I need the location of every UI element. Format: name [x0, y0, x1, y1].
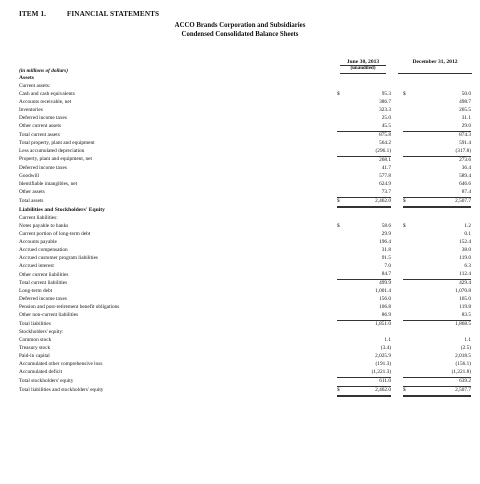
- value-dec-2012: (317.8): [455, 147, 471, 154]
- row-label: Total liabilities and stockholders' equity: [19, 387, 104, 394]
- value-june-2013: 875.8: [345, 131, 391, 139]
- column-spacer: [391, 386, 403, 395]
- value-june-2013: (296.1): [375, 147, 391, 154]
- currency-symbol: [337, 189, 345, 197]
- currency-symbol: [403, 148, 411, 156]
- value-june-2013: 577.8: [379, 172, 391, 179]
- value-dec-2012: 591.4: [459, 139, 471, 146]
- table-row: [19, 189, 471, 197]
- currency-symbol: [403, 377, 411, 386]
- value-dec-2012: 1,868.5: [411, 321, 471, 329]
- currency-symbol: [337, 156, 345, 164]
- table-row: [19, 131, 471, 139]
- currency-symbol: [337, 296, 345, 304]
- value-dec-2012: 589.4: [459, 172, 471, 179]
- row-label: Other non-current liabilities: [19, 312, 79, 319]
- value-dec-2012: 38.0: [461, 247, 471, 254]
- row-label: Deferred income taxes: [19, 164, 67, 171]
- table-row: [19, 353, 471, 361]
- value-dec-2012: 498.7: [459, 98, 471, 105]
- currency-symbol: [403, 165, 411, 173]
- balance-sheet-table: [19, 75, 471, 397]
- currency-symbol: $: [337, 386, 345, 395]
- table-row: [19, 271, 471, 279]
- column-spacer: [391, 173, 403, 181]
- company-name: ACCO Brands Corporation and Subsidiaries: [174, 22, 306, 29]
- table-row: [19, 197, 471, 206]
- row-label: Other current liabilities: [19, 271, 69, 278]
- column-spacer: [391, 329, 403, 337]
- item-heading: [19, 10, 159, 18]
- currency-symbol: [403, 173, 411, 181]
- currency-symbol: $: [403, 197, 411, 206]
- value-june-2013: [345, 75, 391, 83]
- value-dec-2012: 2,018.5: [455, 352, 471, 359]
- table-row: [19, 280, 471, 288]
- value-dec-2012: 83.5: [461, 312, 471, 319]
- value-dec-2012: 2,507.7: [411, 197, 471, 206]
- row-label: Deferred income taxes: [19, 114, 67, 121]
- column-header-rule: [340, 73, 386, 74]
- column-spacer: [391, 123, 403, 131]
- value-dec-2012: 152.4: [459, 239, 471, 246]
- currency-symbol: [337, 312, 345, 320]
- value-june-2013: 84.7: [381, 271, 391, 278]
- row-label: Current liabilities:: [19, 215, 58, 222]
- column-spacer: [391, 91, 403, 99]
- row-label: Total current liabilities: [19, 279, 68, 286]
- column-spacer: [391, 271, 403, 279]
- item-number: ITEM 1.: [19, 10, 47, 18]
- column-spacer: [391, 239, 403, 247]
- row-label: Treasury stock: [19, 344, 51, 351]
- currency-symbol: [337, 75, 345, 83]
- value-dec-2012: 646.6: [459, 180, 471, 187]
- row-label: Less accumulated depreciation: [19, 147, 85, 154]
- column-spacer: [391, 353, 403, 361]
- currency-symbol: [403, 312, 411, 320]
- column-header-unaudited: (unaudited): [350, 66, 376, 71]
- value-june-2013: 106.8: [379, 304, 391, 311]
- currency-symbol: [337, 271, 345, 279]
- value-june-2013: 1,851.0: [345, 321, 391, 329]
- currency-symbol: [337, 148, 345, 156]
- currency-symbol: [403, 123, 411, 131]
- value-dec-2012: 29.0: [461, 122, 471, 129]
- row-label: Long-term debt: [19, 288, 53, 295]
- currency-symbol: [337, 304, 345, 312]
- table-row: [19, 75, 471, 83]
- value-june-2013: 624.9: [379, 180, 391, 187]
- value-june-2013: [345, 207, 391, 216]
- value-june-2013: 91.5: [381, 255, 391, 262]
- row-label: Paid-in capital: [19, 352, 50, 359]
- table-row: [19, 207, 471, 216]
- row-label: Property, plant and equipment, net: [19, 156, 92, 163]
- row-label: Current assets:: [19, 82, 51, 89]
- column-spacer: [391, 231, 403, 239]
- value-dec-2012: 1,070.8: [455, 288, 471, 295]
- table-row: [19, 288, 471, 296]
- row-label: Accounts payable: [19, 239, 57, 246]
- currency-symbol: [403, 329, 411, 337]
- value-june-2013: 2,462.0: [345, 386, 391, 395]
- value-dec-2012: (156.1): [455, 360, 471, 367]
- table-row: [19, 312, 471, 320]
- currency-symbol: [337, 369, 345, 377]
- table-row: [19, 386, 471, 395]
- table-row: [19, 369, 471, 377]
- currency-symbol: [337, 123, 345, 131]
- row-label: Liabilities and Stockholders' Equity: [19, 207, 105, 213]
- value-dec-2012: [411, 207, 471, 216]
- value-dec-2012: [411, 329, 471, 337]
- row-label: Stockholders' equity:: [19, 329, 64, 336]
- currency-symbol: $: [337, 223, 340, 230]
- table-row: [19, 181, 471, 189]
- value-dec-2012: 87.4: [461, 188, 471, 195]
- currency-symbol: [337, 115, 345, 123]
- value-dec-2012: [411, 215, 471, 223]
- currency-symbol: [337, 263, 345, 271]
- row-label: Total stockholders' equity: [19, 377, 74, 384]
- currency-symbol: [337, 207, 345, 216]
- row-label: Other current assets: [19, 123, 62, 130]
- value-dec-2012: 639.2: [411, 377, 471, 386]
- table-row: [19, 156, 471, 164]
- value-dec-2012: 36.4: [461, 164, 471, 171]
- column-header-dec-2012: December 31, 2012: [412, 59, 458, 65]
- table-row: [19, 231, 471, 239]
- table-row: [19, 255, 471, 263]
- currency-symbol: [337, 165, 345, 173]
- currency-symbol: [403, 115, 411, 123]
- value-dec-2012: 6.3: [464, 263, 471, 270]
- currency-symbol: [403, 255, 411, 263]
- column-spacer: [391, 288, 403, 296]
- row-label: Other assets: [19, 188, 45, 195]
- value-dec-2012: 112.4: [459, 271, 471, 278]
- value-june-2013: 1.1: [384, 337, 391, 343]
- table-row: [19, 239, 471, 247]
- currency-symbol: [337, 231, 345, 239]
- value-june-2013: 1,001.4: [375, 288, 391, 295]
- currency-symbol: $: [403, 386, 411, 395]
- currency-symbol: $: [403, 90, 406, 97]
- column-spacer: [391, 296, 403, 304]
- row-label: Total assets: [19, 197, 44, 204]
- column-spacer: [391, 75, 403, 83]
- table-row: [19, 83, 471, 91]
- column-spacer: [391, 280, 403, 288]
- column-spacer: [391, 189, 403, 197]
- currency-symbol: [337, 107, 345, 115]
- value-dec-2012: [411, 75, 471, 83]
- currency-symbol: [403, 321, 411, 329]
- value-june-2013: 196.4: [379, 239, 391, 246]
- table-row: [19, 263, 471, 271]
- value-june-2013: [345, 83, 391, 91]
- value-june-2013: (191.3): [375, 360, 391, 367]
- column-spacer: [391, 304, 403, 312]
- currency-symbol: $: [403, 223, 406, 230]
- value-dec-2012: 1.2: [464, 223, 471, 230]
- value-june-2013: 2,025.9: [375, 352, 391, 359]
- value-june-2013: (1,221.3): [371, 368, 391, 375]
- value-june-2013: 323.3: [379, 106, 391, 113]
- value-june-2013: 611.0: [345, 377, 391, 386]
- value-june-2013: 268.1: [345, 156, 391, 164]
- table-row: [19, 107, 471, 115]
- currency-symbol: [403, 231, 411, 239]
- table-row: [19, 321, 471, 329]
- value-june-2013: 95.3: [381, 90, 391, 97]
- currency-symbol: [337, 239, 345, 247]
- table-row: [19, 329, 471, 337]
- table-row: [19, 304, 471, 312]
- value-june-2013: 564.2: [379, 139, 391, 146]
- column-spacer: [391, 377, 403, 386]
- currency-symbol: [337, 280, 345, 288]
- value-june-2013: 7.0: [384, 263, 391, 270]
- row-label: Accounts receivable, net: [19, 98, 72, 105]
- row-label: Notes payable to banks: [19, 223, 69, 230]
- currency-symbol: [403, 353, 411, 361]
- table-row: [19, 361, 471, 369]
- currency-symbol: [337, 140, 345, 148]
- column-spacer: [391, 369, 403, 377]
- currency-symbol: [403, 140, 411, 148]
- currency-symbol: [403, 239, 411, 247]
- value-dec-2012: 165.0: [459, 296, 471, 303]
- value-dec-2012: [411, 83, 471, 91]
- currency-symbol: [403, 247, 411, 255]
- value-june-2013: 386.7: [379, 98, 391, 105]
- value-june-2013: 499.9: [345, 280, 391, 288]
- value-june-2013: 156.0: [379, 296, 391, 303]
- column-spacer: [391, 361, 403, 369]
- currency-symbol: [403, 181, 411, 189]
- row-label: Total liabilities: [19, 320, 51, 327]
- currency-symbol: [403, 288, 411, 296]
- currency-symbol: [403, 156, 411, 164]
- value-june-2013: 2,462.0: [345, 197, 391, 206]
- column-spacer: [391, 131, 403, 139]
- currency-symbol: [403, 337, 411, 345]
- value-dec-2012: 0.1: [464, 231, 471, 238]
- currency-symbol: [403, 271, 411, 279]
- table-row: [19, 140, 471, 148]
- currency-symbol: [403, 189, 411, 197]
- row-label: Deferred income taxes: [19, 296, 67, 303]
- column-spacer: [391, 140, 403, 148]
- column-spacer: [391, 215, 403, 223]
- row-label: Assets: [19, 75, 34, 81]
- value-june-2013: [345, 329, 391, 337]
- row-label: Accumulated other comprehensive loss: [19, 360, 103, 367]
- currency-symbol: [403, 369, 411, 377]
- value-june-2013: [345, 215, 391, 223]
- row-label: Identifiable intangibles, net: [19, 180, 78, 187]
- currency-symbol: [337, 337, 345, 345]
- column-spacer: [391, 263, 403, 271]
- row-label: Inventories: [19, 106, 43, 113]
- column-spacer: [391, 181, 403, 189]
- value-june-2013: 45.5: [381, 122, 391, 129]
- column-spacer: [391, 148, 403, 156]
- value-dec-2012: 273.6: [411, 156, 471, 164]
- currency-symbol: [337, 83, 345, 91]
- currency-symbol: [337, 181, 345, 189]
- statement-title: Condensed Consolidated Balance Sheets: [181, 31, 299, 38]
- currency-symbol: [403, 280, 411, 288]
- currency-symbol: [403, 83, 411, 91]
- row-label: Accrued customer program liabilities: [19, 255, 98, 262]
- currency-symbol: [403, 361, 411, 369]
- value-june-2013: 25.0: [381, 114, 391, 121]
- row-label: Goodwill: [19, 172, 40, 179]
- currency-symbol: [403, 304, 411, 312]
- currency-symbol: [403, 207, 411, 216]
- currency-symbol: [337, 361, 345, 369]
- table-row: [19, 377, 471, 386]
- row-label: Accrued compensation: [19, 247, 68, 254]
- value-dec-2012: 2,507.7: [411, 386, 471, 395]
- currency-symbol: [403, 263, 411, 271]
- value-dec-2012: (1,221.8): [451, 368, 471, 375]
- currency-symbol: $: [337, 90, 340, 97]
- value-dec-2012: (2.5): [460, 344, 471, 351]
- column-spacer: [391, 197, 403, 206]
- column-spacer: [391, 107, 403, 115]
- currency-symbol: [337, 377, 345, 386]
- table-row: [19, 115, 471, 123]
- column-spacer: [391, 99, 403, 107]
- value-june-2013: 86.9: [381, 312, 391, 319]
- row-label: Current portion of long-term debt: [19, 231, 91, 238]
- currency-symbol: [337, 329, 345, 337]
- currency-symbol: $: [337, 197, 345, 206]
- table-row: [19, 345, 471, 353]
- column-spacer: [391, 156, 403, 164]
- column-spacer: [391, 345, 403, 353]
- column-spacer: [391, 255, 403, 263]
- column-header-june-2013: June 30, 2013: [346, 59, 380, 65]
- currency-symbol: [403, 75, 411, 83]
- table-row: [19, 173, 471, 181]
- row-label: Pension and post-retirement benefit obligations: [19, 304, 120, 311]
- table-row: [19, 123, 471, 131]
- value-dec-2012: 1.1: [464, 337, 471, 343]
- value-dec-2012: 50.0: [461, 90, 471, 97]
- table-row: [19, 296, 471, 304]
- value-dec-2012: 874.3: [411, 131, 471, 139]
- value-june-2013: (3.4): [380, 344, 391, 351]
- units-label: (in millions of dollars): [19, 68, 69, 74]
- column-spacer: [391, 83, 403, 91]
- row-label: Accumulated deficit: [19, 369, 63, 376]
- value-june-2013: 73.7: [381, 188, 391, 195]
- value-june-2013: 58.6: [381, 223, 391, 230]
- value-dec-2012: 119.0: [459, 255, 471, 262]
- currency-symbol: [337, 255, 345, 263]
- row-label: Cash and cash equivalents: [19, 90, 75, 97]
- column-spacer: [391, 115, 403, 123]
- item-title: FINANCIAL STATEMENTS: [66, 10, 160, 18]
- value-june-2013: 31.8: [381, 247, 391, 254]
- currency-symbol: [337, 345, 345, 353]
- column-spacer: [391, 321, 403, 329]
- table-row: [19, 91, 471, 99]
- currency-symbol: [337, 131, 345, 139]
- currency-symbol: [403, 131, 411, 139]
- column-spacer: [391, 165, 403, 173]
- row-label: Accrued interest: [19, 263, 54, 270]
- column-header-rule: [398, 73, 472, 74]
- table-row: [19, 99, 471, 107]
- row-label: Total current assets: [19, 131, 60, 138]
- value-dec-2012: 429.4: [411, 280, 471, 288]
- row-label: Total property, plant and equipment: [19, 139, 95, 146]
- currency-symbol: [337, 173, 345, 181]
- table-row: [19, 148, 471, 156]
- currency-symbol: [337, 288, 345, 296]
- currency-symbol: [337, 353, 345, 361]
- value-june-2013: 29.9: [381, 231, 391, 238]
- currency-symbol: [337, 247, 345, 255]
- currency-symbol: [337, 99, 345, 107]
- row-label: Common stock: [19, 337, 52, 343]
- column-spacer: [391, 207, 403, 216]
- currency-symbol: [403, 345, 411, 353]
- column-spacer: [391, 312, 403, 320]
- column-spacer: [391, 247, 403, 255]
- column-spacer: [391, 337, 403, 345]
- table-row: [19, 247, 471, 255]
- value-june-2013: 41.7: [381, 164, 391, 171]
- table-row: [19, 165, 471, 173]
- currency-symbol: [403, 107, 411, 115]
- value-dec-2012: 265.5: [459, 106, 471, 113]
- table-row: [19, 337, 471, 345]
- currency-symbol: [403, 99, 411, 107]
- value-dec-2012: 119.8: [459, 304, 471, 311]
- currency-symbol: [337, 321, 345, 329]
- value-dec-2012: 31.1: [461, 114, 471, 121]
- column-spacer: [391, 223, 403, 231]
- currency-symbol: [403, 296, 411, 304]
